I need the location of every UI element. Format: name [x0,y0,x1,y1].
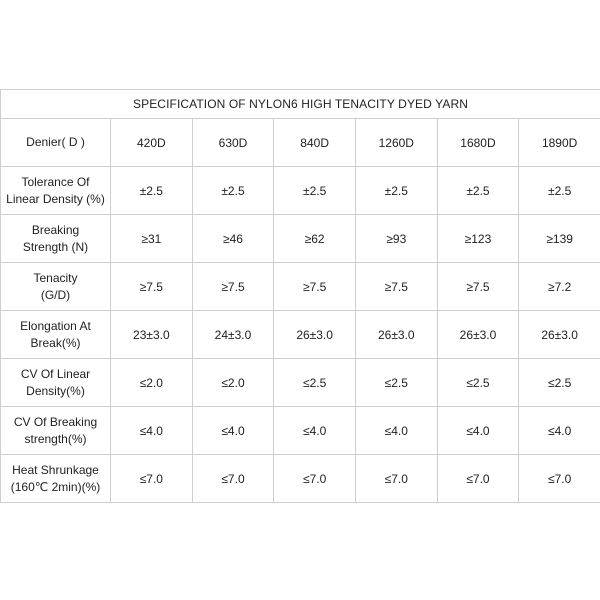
table-cell: ≤4.0 [274,407,356,455]
table-cell: 24±3.0 [192,311,274,359]
table-cell: ≤7.0 [519,455,600,503]
table-cell: 26±3.0 [355,311,437,359]
table-cell: ≥7.5 [111,263,193,311]
row-label-line: strength(%) [24,431,87,446]
row-label-line: CV Of Breaking [13,414,98,429]
table-row [1,263,600,311]
spec-table [0,89,600,503]
table-cell: ≥7.5 [274,263,356,311]
table-cell: ≥7.5 [437,263,519,311]
table-cell: 23±3.0 [111,311,193,359]
table-cell: ≤7.0 [437,455,519,503]
table-cell: ≤2.5 [437,359,519,407]
row-label [1,167,111,215]
table-cell: ±2.5 [355,167,437,215]
table-cell: 26±3.0 [274,311,356,359]
table-cell: ±2.5 [519,167,600,215]
table-cell: ≤2.5 [519,359,600,407]
table-cell: ±2.5 [192,167,274,215]
table-cell: ≤7.0 [111,455,193,503]
table-cell: ≥62 [274,215,356,263]
table-cell: ≥7.5 [355,263,437,311]
row-label [1,455,111,503]
table-cell: 26±3.0 [519,311,600,359]
table-cell: ≥31 [111,215,193,263]
table-cell: ≤4.0 [437,407,519,455]
row-label [1,311,111,359]
title-row [1,90,600,119]
table-cell: ≤2.0 [192,359,274,407]
table-title: SPECIFICATION OF NYLON6 HIGH TENACITY DYED YARN [1,90,600,119]
table-row [1,455,600,503]
row-label-line: Tenacity [33,270,78,285]
header-label: Denier( D ) [1,119,111,167]
table-cell: ≤7.0 [274,455,356,503]
table-cell: ≤4.0 [111,407,193,455]
column-header: 1680D [437,119,519,167]
table-cell: 26±3.0 [437,311,519,359]
row-label [1,407,111,455]
row-label [1,359,111,407]
table-cell: ≤7.0 [355,455,437,503]
row-label-line: (160℃ 2min)(%) [10,479,101,494]
row-label-line: CV Of Linear [20,366,91,381]
table-cell: ±2.5 [274,167,356,215]
table-row [1,407,600,455]
column-header: 420D [111,119,193,167]
table-row [1,311,600,359]
column-header: 630D [192,119,274,167]
row-label-line: Tolerance Of [21,174,90,189]
table-cell: ≥7.2 [519,263,600,311]
column-header: 840D [274,119,356,167]
table-cell: ≤4.0 [192,407,274,455]
table-cell: ≥7.5 [192,263,274,311]
row-label-line: Breaking [31,222,80,237]
table-cell: ≤2.5 [355,359,437,407]
table-cell: ≤7.0 [192,455,274,503]
row-label [1,263,111,311]
row-label-line: Linear Density (%) [6,191,105,206]
table-cell: ±2.5 [437,167,519,215]
row-label-line: Break(%) [30,335,81,350]
row-label-line: (G/D) [40,287,71,302]
table-cell: ≤2.5 [274,359,356,407]
column-header: 1890D [519,119,600,167]
row-label-line: Density(%) [26,383,85,398]
table-row [1,167,600,215]
table-cell: ≥46 [192,215,274,263]
table-cell: ≥93 [355,215,437,263]
table-cell: ≥123 [437,215,519,263]
row-label-line: Heat Shrunkage [12,462,99,477]
row-label-line: Strength (N) [22,239,89,254]
row-label [1,215,111,263]
table-cell: ≤4.0 [519,407,600,455]
table-cell: ±2.5 [111,167,193,215]
column-header: 1260D [355,119,437,167]
row-label-line: Elongation At [20,318,91,333]
table-cell: ≤4.0 [355,407,437,455]
header-row [1,119,600,167]
table-row [1,359,600,407]
table-row [1,215,600,263]
table-cell: ≤2.0 [111,359,193,407]
table-cell: ≥139 [519,215,600,263]
